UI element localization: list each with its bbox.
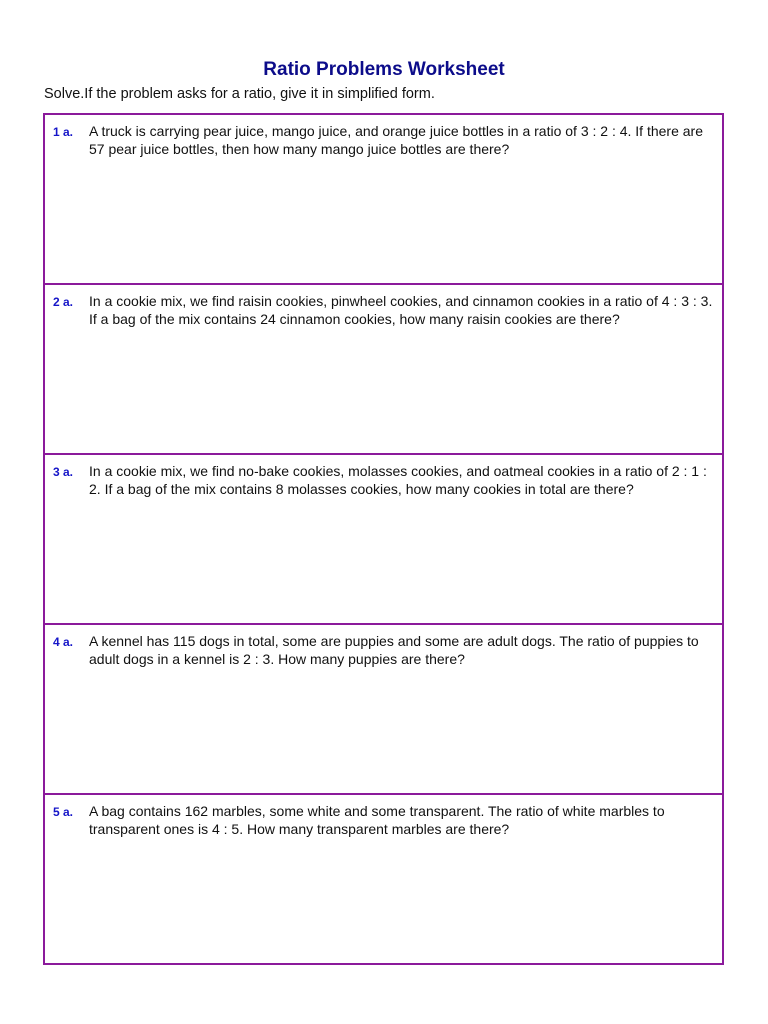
problem-text: A bag contains 162 marbles, some white and some transparent. The ratio of white marbles to transparent ones is 4 : 5. How many transparent marbles are there?: [89, 803, 665, 837]
page-title: Ratio Problems Worksheet: [263, 58, 505, 80]
problem-box: [45, 625, 722, 795]
problem-number: 4 a.: [53, 635, 74, 649]
problem-text: In a cookie mix, we find raisin cookies, pinwheel cookies, and cinnamon cookies in a ratio of 4 : 3 : 3. If a bag of the mix contains 24 cinnamon cookies, how many raisin cookies are there?: [89, 293, 713, 327]
problem-text: A truck is carrying pear juice, mango juice, and orange juice bottles in a ratio of 3 : 2 : 4. If there are 57 pear juice bottles, then how many mango juice bottles are there?: [89, 123, 703, 157]
problem-number: 3 a.: [53, 465, 74, 479]
problem-text: A kennel has 115 dogs in total, some are puppies and some are adult dogs. The ratio of puppies to adult dogs in a kennel is 2 : 3. How many puppies are there?: [89, 633, 699, 667]
instructions: Solve.If the problem asks for a ratio, give it in simplified form.: [44, 86, 435, 102]
problem-text: In a cookie mix, we find no-bake cookies, molasses cookies, and oatmeal cookies in a ratio of 2 : 1 : 2. If a bag of the mix contains 8 molasses cookies, how many cookies in total are there?: [89, 463, 707, 497]
problem-number: 5 a.: [53, 805, 74, 819]
problem-box: [45, 115, 722, 285]
problem-list: [43, 113, 724, 965]
problem-box: [45, 455, 722, 625]
problem-number: 2 a.: [53, 295, 74, 309]
problem-box: [45, 795, 722, 963]
problem-number: 1 a.: [53, 125, 74, 139]
problem-box: [45, 285, 722, 455]
